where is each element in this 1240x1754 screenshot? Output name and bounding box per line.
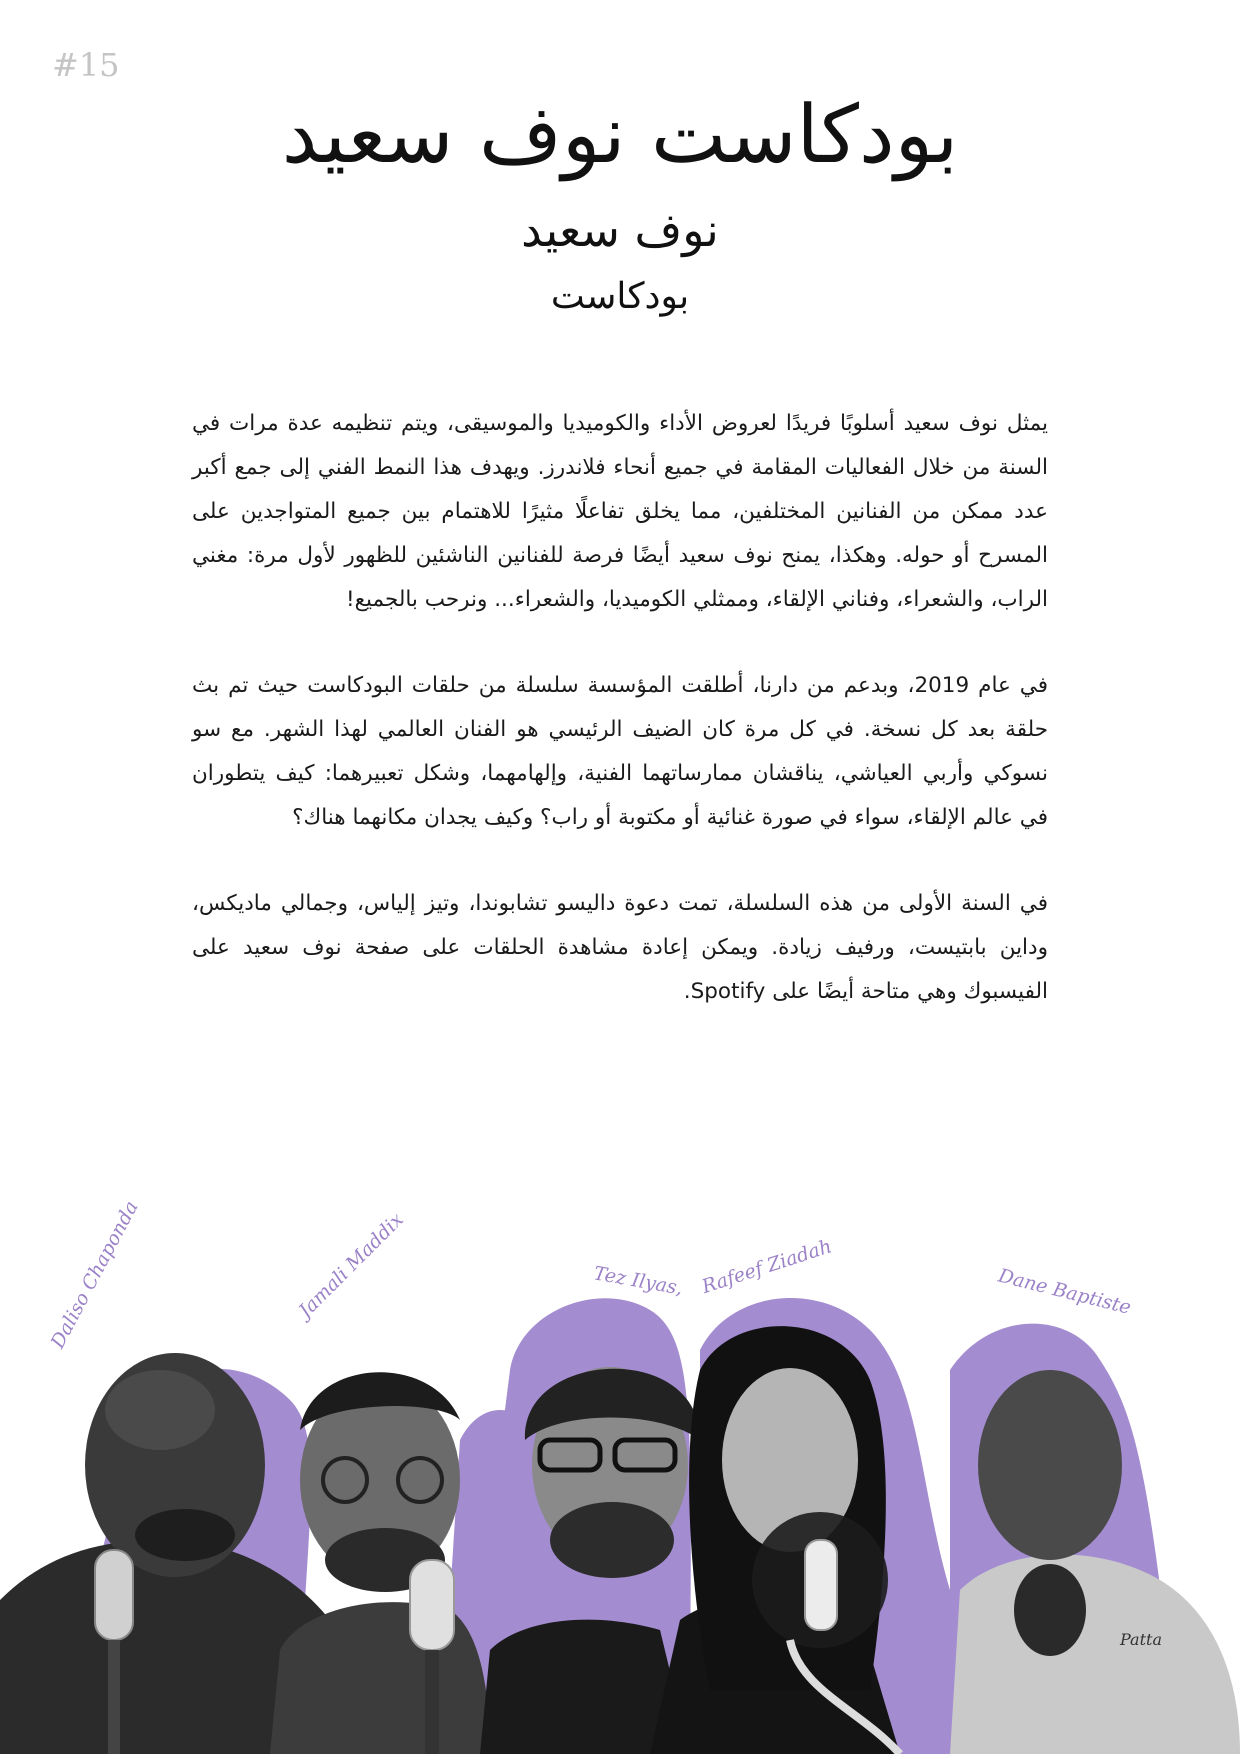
paragraph-intro: يمثل نوف سعيد أسلوبًا فريدًا لعروض الأداء والكوميديا والموسيقى، ويتم تنظيمه عدة مرات في السنة من خلال الفعاليات المقامة في جميع أنحاء فلاندرز. ويهدف هذا النمط الفني إلى جمع أكبر عدد ممكن من الفنانين المختلفين، مما يخلق تفاعلًا مثيرًا للاهتمام بين جميع المتواجدين على المسرح أو حوله. وهكذا، يمنح نوف سعيد أيضًا فرصة للفنانين الناشئين للظهور لأول مرة: مغني الراب، والشعراء، وفناني الإلقاء، وممثلي الكوميديا، والشعراء... ونرحب بالجميع! bbox=[192, 411, 1048, 612]
microphone-4-icon bbox=[1014, 1564, 1086, 1656]
guest-name-daliso: Daliso Chaponda bbox=[46, 1197, 143, 1352]
guest-name-tez: Tez Ilyas, bbox=[592, 1262, 685, 1300]
article-body bbox=[192, 402, 1048, 1056]
guest-name-rafeef: Rafeef Ziadah bbox=[699, 1235, 835, 1298]
collage-illustration bbox=[0, 1290, 1240, 1754]
guest-photo-collage bbox=[0, 1197, 1240, 1754]
category-label: بودكاست bbox=[550, 276, 690, 317]
page-header bbox=[0, 75, 1240, 323]
page-title: بودكاست نوف سعيد bbox=[281, 88, 959, 181]
paragraph-history: في عام 2019، وبدعم من دارنا، أطلقت المؤسسة سلسلة من حلقات البودكاست حيث تم بث حلقة بعد كل نسخة. في كل مرة كان الضيف الرئيسي هو الفنان العالمي لهذا الشهر. مع سو نسوكي وأربي العياشي، يناقشان ممارساتهما الفنية، وإلهامهما، وشكل تعبيرهما: كيف يتطوران في عالم الإلقاء، سواء في صورة غنائية أو مكتوبة أو راب؟ وكيف يجدان مكانهما هناك؟ bbox=[192, 673, 1048, 830]
page-subtitle: نوف سعيد bbox=[521, 203, 719, 257]
guest-name-dane: Dane Baptiste bbox=[996, 1264, 1134, 1319]
paragraph-guests: في السنة الأولى من هذه السلسلة، تمت دعوة داليسو تشابوندا، وتيز إلياس، وجمالي ماديكس، وداين بابتيست، ورفيف زيادة. ويمكن إعادة مشاهدة الحلقات على صفحة نوف سعيد على الفيسبوك وهي متاحة أيضًا على Spotify. bbox=[192, 891, 1048, 1004]
guest-name-jamali: Jamali Maddix bbox=[294, 1208, 408, 1322]
page-number: #15 bbox=[52, 46, 120, 84]
svg-text:Patta: Patta bbox=[1120, 1630, 1162, 1649]
